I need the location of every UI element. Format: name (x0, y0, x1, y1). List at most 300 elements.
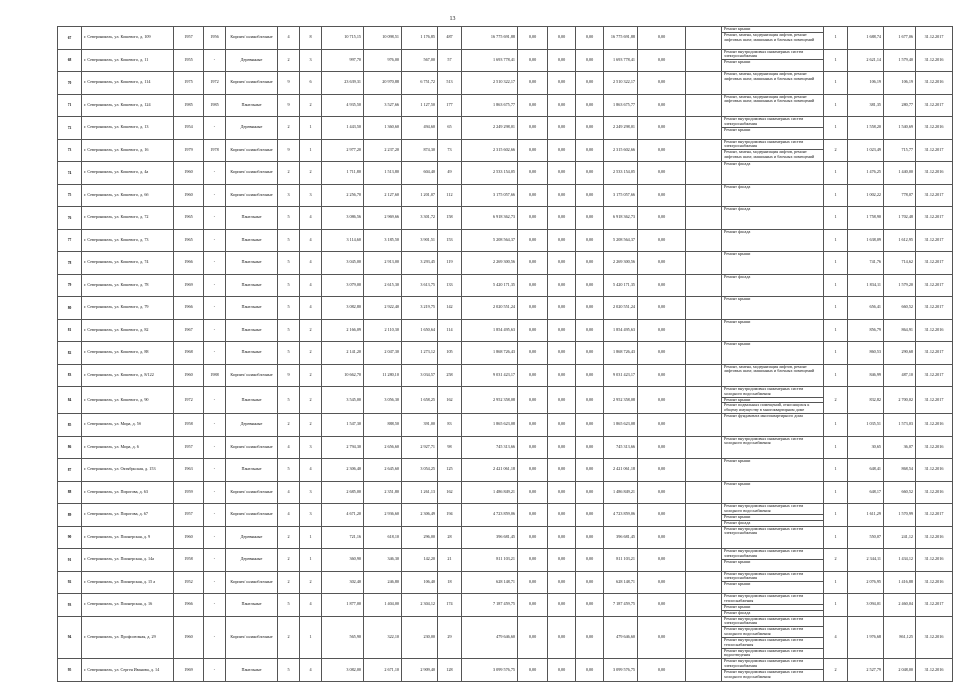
unit-cost-cell: 2 076,95 (848, 571, 884, 594)
cost-other-cell: 0,00 (638, 139, 686, 162)
living-area-cell: 2 645,60 (364, 459, 402, 482)
address-cell: г. Североникель, ул. Кошевого, д. 16 (82, 139, 174, 162)
year-commissioned-cell: 1978 (204, 139, 226, 162)
blank-cell (686, 481, 722, 504)
cost-municipal-cell: 0,00 (576, 364, 604, 387)
work-count-cell: 1 (824, 414, 848, 437)
residents-cell: 158 (438, 207, 462, 230)
common-area-cell: 3 219,75 (402, 297, 438, 320)
blank-cell (686, 27, 722, 50)
row-number-cell: 85 (58, 414, 82, 437)
cost-other-cell: 0,00 (638, 72, 686, 95)
wall-material-cell: Кирпич/ шлакоблочные (226, 364, 278, 387)
floors-cell: 5 (278, 342, 300, 365)
floors-cell: 5 (278, 274, 300, 297)
table-row (58, 252, 953, 275)
common-area-cell: 604,40 (402, 162, 438, 185)
unit-cost-cell: 2 527,79 (848, 659, 884, 682)
completion-date-cell: 31.12.2017 (916, 364, 953, 387)
work-type-item: Ремонт внутридомовых инженерных систем электроснабжения (722, 617, 823, 628)
work-type-item: Ремонт крыши (722, 27, 823, 33)
cost-total-cell: 2 249 298,01 (462, 117, 518, 140)
floors-cell: 5 (278, 229, 300, 252)
work-count-cell: 1 (824, 459, 848, 482)
cost-regional-cell: 0,00 (548, 387, 576, 414)
year-commissioned-cell: - (204, 252, 226, 275)
entrances-cell: 6 (300, 72, 322, 95)
residents-cell: 162 (438, 481, 462, 504)
living-area-cell: 1 404,00 (364, 594, 402, 617)
total-area-cell: 4 671,20 (322, 504, 364, 527)
work-count-cell: 1 (824, 526, 848, 549)
cost-other-cell: 0,00 (638, 459, 686, 482)
year-commissioned-cell: - (204, 526, 226, 549)
table-row (58, 414, 953, 437)
row-number-cell: 73 (58, 139, 82, 162)
total-area-cell: 2 685,00 (322, 481, 364, 504)
table-row (58, 481, 953, 504)
wall-material-cell: Деревянные (226, 549, 278, 572)
blank-cell (686, 117, 722, 140)
address-cell: г. Североникель, ул. Кошевого, д. 90 (82, 387, 174, 414)
unit-cost-limit-cell: 1 702,48 (884, 207, 916, 230)
entrances-cell: 3 (300, 184, 322, 207)
cost-total-cell: 3 099 576,75 (462, 659, 518, 682)
completion-date-cell: 31.12.2016 (916, 162, 953, 185)
cost-federal-cell: 0,00 (518, 207, 548, 230)
completion-date-cell: 31.12.2017 (916, 229, 953, 252)
blank-cell (686, 659, 722, 682)
row-number-cell: 94 (58, 616, 82, 659)
cost-owners-cell: 5 420 171,35 (604, 274, 638, 297)
living-area-cell: 888,50 (364, 414, 402, 437)
entrances-cell: 3 (300, 49, 322, 72)
work-type-item: Ремонт внутридомовых инженерных систем теплоснабжения (722, 594, 823, 605)
residents-cell: 119 (438, 252, 462, 275)
unit-cost-cell: 1 035,51 (848, 414, 884, 437)
work-types-cell (722, 207, 824, 230)
common-area-cell: 3 301,72 (402, 207, 438, 230)
cost-other-cell: 0,00 (638, 659, 686, 682)
unit-cost-cell: 656,41 (848, 297, 884, 320)
work-type-item: Ремонт крыши (724, 318, 751, 324)
entrances-cell: 1 (300, 549, 322, 572)
unit-cost-cell: 1 758,90 (848, 207, 884, 230)
row-number-cell: 87 (58, 459, 82, 482)
entrances-cell: 2 (300, 414, 322, 437)
cost-owners-cell: 7 187 459,75 (604, 594, 638, 617)
address-cell: г. Североникель, ул. Пионерская, д. 15 а (82, 571, 174, 594)
address-cell: г. Североникель, ул. Кошевого, д. 4а (82, 162, 174, 185)
year-built-cell: 1960 (174, 162, 204, 185)
cost-other-cell: 0,00 (638, 616, 686, 659)
wall-material-cell: Кирпич/ шлакоблочные (226, 72, 278, 95)
work-types-cell (722, 117, 824, 140)
work-types-cell (722, 504, 824, 527)
unit-cost-limit-cell: 1 440,00 (884, 162, 916, 185)
living-area-cell: 2 351,80 (364, 481, 402, 504)
living-area-cell: 20 970,88 (364, 72, 402, 95)
unit-cost-limit-cell: 714,62 (884, 252, 916, 275)
year-commissioned-cell: - (204, 342, 226, 365)
unit-cost-limit-cell: 778,07 (884, 184, 916, 207)
year-built-cell: 1960 (174, 184, 204, 207)
address-cell: г. Североникель, ул. Октябрьская, д. 153 (82, 459, 174, 482)
residents-cell: 73 (438, 139, 462, 162)
year-commissioned-cell: - (204, 571, 226, 594)
floors-cell: 4 (278, 504, 300, 527)
cost-other-cell: 0,00 (638, 504, 686, 527)
cost-other-cell: 0,00 (638, 481, 686, 504)
work-type-item: Ремонт внутридомовых инженерных систем электроснабжения (722, 549, 823, 560)
cost-federal-cell: 0,00 (518, 526, 548, 549)
year-commissioned-cell: - (204, 481, 226, 504)
work-count-cell: 1 (824, 94, 848, 117)
unit-cost-limit-cell: 864,91 (884, 319, 916, 342)
cost-federal-cell: 0,00 (518, 549, 548, 572)
year-built-cell: 1954 (174, 117, 204, 140)
cost-owners-cell: 2 020 551,24 (604, 297, 638, 320)
wall-material-cell: Панельные (226, 94, 278, 117)
work-type-item: Ремонт внутридомовых инженерных систем холодного водоснабжения (724, 668, 804, 679)
common-area-cell: 2 306,49 (402, 504, 438, 527)
common-area-cell: 1 273,12 (402, 342, 438, 365)
floors-cell: 2 (278, 571, 300, 594)
cost-other-cell: 0,00 (638, 342, 686, 365)
year-commissioned-cell: - (204, 49, 226, 72)
work-type-item: Ремонт фасада (724, 228, 751, 234)
floors-cell: 4 (278, 27, 300, 50)
work-types-cell (722, 297, 824, 320)
work-types-cell (722, 387, 824, 414)
cost-other-cell: 0,00 (638, 319, 686, 342)
common-area-cell: 1 127,50 (402, 94, 438, 117)
cost-other-cell: 0,00 (638, 162, 686, 185)
cost-regional-cell: 0,00 (548, 49, 576, 72)
row-number-cell: 91 (58, 549, 82, 572)
address-cell: г. Североникель, ул. Сергея Иванова, д. 14 (82, 659, 174, 682)
wall-material-cell: Панельные (226, 297, 278, 320)
year-commissioned-cell: - (204, 274, 226, 297)
living-area-cell: 11 280,10 (364, 364, 402, 387)
cost-federal-cell: 0,00 (518, 364, 548, 387)
residents-cell: 162 (438, 387, 462, 414)
row-number-cell: 72 (58, 117, 82, 140)
work-types-cell (722, 526, 824, 549)
work-types-cell (722, 414, 824, 437)
year-commissioned-cell: - (204, 297, 226, 320)
table-row (58, 297, 953, 320)
work-types-cell (722, 229, 824, 252)
work-types-cell (722, 139, 824, 162)
year-commissioned-cell: - (204, 616, 226, 659)
table-row (58, 27, 953, 50)
cost-owners-cell: 6 918 362,73 (604, 207, 638, 230)
year-built-cell: 1960 (174, 364, 204, 387)
cost-total-cell: 2 421 061,18 (462, 459, 518, 482)
entrances-cell: 2 (300, 387, 322, 414)
row-number-cell: 68 (58, 49, 82, 72)
entrances-cell: 4 (300, 207, 322, 230)
cost-municipal-cell: 0,00 (576, 459, 604, 482)
table-row (58, 162, 953, 185)
cost-federal-cell: 0,00 (518, 94, 548, 117)
cost-total-cell: 1 868 726,43 (462, 342, 518, 365)
work-type-item: Ремонт крыши (724, 59, 751, 65)
cost-municipal-cell: 0,00 (576, 117, 604, 140)
cost-regional-cell: 0,00 (548, 342, 576, 365)
work-type-item: Ремонт крыши (724, 296, 751, 301)
address-cell: г. Североникель, ул. Кошевого, д. 78 (82, 274, 174, 297)
year-built-cell: 1969 (174, 659, 204, 682)
cost-regional-cell: 0,00 (548, 162, 576, 185)
row-number-cell: 81 (58, 319, 82, 342)
residents-cell: 114 (438, 319, 462, 342)
cost-total-cell: 479 646,60 (462, 616, 518, 659)
cost-other-cell: 0,00 (638, 207, 686, 230)
total-area-cell: 2 977,20 (322, 139, 364, 162)
wall-material-cell: Деревянные (226, 526, 278, 549)
unit-cost-cell: 648,41 (848, 459, 884, 482)
residents-cell: 29 (438, 616, 462, 659)
total-area-cell: 3 114,60 (322, 229, 364, 252)
floors-cell: 2 (278, 162, 300, 185)
table-row (58, 594, 953, 617)
work-type-item: Ремонт крыши (724, 480, 751, 486)
cost-total-cell: 2 020 551,24 (462, 297, 518, 320)
row-number-cell: 80 (58, 297, 82, 320)
cost-other-cell: 0,00 (638, 387, 686, 414)
row-number-cell: 88 (58, 481, 82, 504)
cost-municipal-cell: 0,00 (576, 139, 604, 162)
unit-cost-limit-cell: 1 573,03 (884, 414, 916, 437)
work-type-item: Ремонт, замена, модернизация лифтов, ремонт лифтовых шахт, машинных и блочных помещений (724, 71, 815, 81)
cost-municipal-cell: 0,00 (576, 207, 604, 230)
unit-cost-limit-cell: 660,52 (884, 297, 916, 320)
completion-date-cell: 31.12.2017 (916, 27, 953, 50)
year-commissioned-cell: - (204, 207, 226, 230)
work-count-cell: 1 (824, 72, 848, 95)
unit-cost-cell: 1 638,09 (848, 229, 884, 252)
year-commissioned-cell: 1985 (204, 94, 226, 117)
residents-cell: 174 (438, 594, 462, 617)
work-count-cell: 1 (824, 117, 848, 140)
entrances-cell: 4 (300, 594, 322, 617)
completion-date-cell: 31.12.2017 (916, 252, 953, 275)
cost-owners-cell: 628 148,71 (604, 571, 638, 594)
residents-cell: 177 (438, 94, 462, 117)
cost-regional-cell: 0,00 (548, 526, 576, 549)
completion-date-cell: 31.12.2017 (916, 297, 953, 320)
year-commissioned-cell: - (204, 504, 226, 527)
total-area-cell: 2 166,09 (322, 319, 364, 342)
completion-date-cell: 31.12.2016 (916, 459, 953, 482)
unit-cost-limit-cell: 1 434,12 (884, 549, 916, 572)
wall-material-cell: Кирпич/ шлакоблочные (226, 481, 278, 504)
completion-date-cell: 31.12.2017 (916, 504, 953, 527)
year-commissioned-cell: - (204, 229, 226, 252)
year-built-cell: 1965 (174, 207, 204, 230)
cost-owners-cell: 1 868 726,43 (604, 342, 638, 365)
row-number-cell: 78 (58, 252, 82, 275)
cost-owners-cell: 4 723 859,06 (604, 504, 638, 527)
cost-total-cell: 16 775 691,88 (462, 27, 518, 50)
common-area-cell: 296,00 (402, 526, 438, 549)
residents-cell: 487 (438, 27, 462, 50)
row-number-cell: 84 (58, 387, 82, 414)
living-area-cell: 2 047,30 (364, 342, 402, 365)
common-area-cell: 3 054,25 (402, 459, 438, 482)
cost-total-cell: 745 313,66 (462, 436, 518, 459)
completion-date-cell: 31.12.2017 (916, 139, 953, 162)
cost-total-cell: 5 420 171,35 (462, 274, 518, 297)
common-area-cell: 142,20 (402, 549, 438, 572)
work-type-item: Ремонт фасада (724, 183, 751, 189)
cost-owners-cell: 2 315 602,66 (604, 139, 638, 162)
living-area-cell: 2 913,00 (364, 252, 402, 275)
unit-cost-limit-cell: 1 540,69 (884, 117, 916, 140)
floors-cell: 2 (278, 526, 300, 549)
work-type-item: Ремонт крыши (724, 251, 751, 256)
year-built-cell: 1957 (174, 27, 204, 50)
address-cell: г. Североникель, ул. Кошевого, д. 73 (82, 229, 174, 252)
cost-total-cell: 396 681,45 (462, 526, 518, 549)
work-count-cell: 1 (824, 436, 848, 459)
year-built-cell: 1958 (174, 414, 204, 437)
work-types-cell (722, 616, 824, 659)
floors-cell: 5 (278, 659, 300, 682)
cost-federal-cell: 0,00 (518, 274, 548, 297)
cost-other-cell: 0,00 (638, 27, 686, 50)
cost-federal-cell: 0,00 (518, 229, 548, 252)
cost-federal-cell: 0,00 (518, 594, 548, 617)
work-type-item: Ремонт крыши (724, 458, 751, 464)
year-commissioned-cell: 1972 (204, 72, 226, 95)
capital-repair-table (57, 26, 953, 682)
residents-cell: 28 (438, 526, 462, 549)
table-row (58, 139, 953, 162)
blank-cell (686, 387, 722, 414)
cost-federal-cell: 0,00 (518, 481, 548, 504)
wall-material-cell: Панельные (226, 229, 278, 252)
cost-total-cell: 2 952 358,08 (462, 387, 518, 414)
living-area-cell: 1 360,60 (364, 117, 402, 140)
work-type-item: Ремонт, замена, модернизация лифтов, ремонт лифтовых шахт, машинных и блочных помещений (724, 363, 815, 374)
cost-federal-cell: 0,00 (518, 436, 548, 459)
floors-cell: 5 (278, 459, 300, 482)
work-types-cell (722, 594, 824, 617)
unit-cost-limit-cell: 1 570,99 (884, 504, 916, 527)
total-area-cell: 3 082,80 (322, 297, 364, 320)
address-cell: г. Североникель, ул. Кошевого, д. 11 (82, 49, 174, 72)
work-types-cell (722, 94, 824, 117)
cost-federal-cell: 0,00 (518, 319, 548, 342)
cost-municipal-cell: 0,00 (576, 297, 604, 320)
total-area-cell: 721,16 (322, 526, 364, 549)
cost-regional-cell: 0,00 (548, 481, 576, 504)
work-type-item: Ремонт внутридомовых инженерных систем электроснабжения (722, 117, 823, 128)
residents-cell: 153 (438, 229, 462, 252)
wall-material-cell: Панельные (226, 459, 278, 482)
work-type-item: Ремонт внутридомовых инженерных систем электроснабжения (722, 140, 823, 151)
blank-cell (686, 297, 722, 320)
total-area-cell: 997,70 (322, 49, 364, 72)
cost-owners-cell: 811 103,21 (604, 549, 638, 572)
unit-cost-limit-cell: 660,52 (884, 481, 916, 504)
blank-cell (686, 342, 722, 365)
unit-cost-limit-cell: 1 677,06 (884, 27, 916, 50)
wall-material-cell: Панельные (226, 342, 278, 365)
common-area-cell: 1 176,85 (402, 27, 438, 50)
work-count-cell: 1 (824, 594, 848, 617)
cost-owners-cell: 2 510 322,17 (604, 72, 638, 95)
work-types-cell (722, 364, 824, 387)
unit-cost-limit-cell: 868,54 (884, 459, 916, 482)
address-cell: г. Североникель, ул. Кошевого, д. 6б (82, 184, 174, 207)
common-area-cell: 106,40 (402, 571, 438, 594)
unit-cost-cell: 860,53 (848, 342, 884, 365)
table-row (58, 436, 953, 459)
entrances-cell: 8 (300, 27, 322, 50)
row-number-cell: 89 (58, 504, 82, 527)
unit-cost-limit-cell: 1 416,88 (884, 571, 916, 594)
cost-municipal-cell: 0,00 (576, 184, 604, 207)
cost-regional-cell: 0,00 (548, 94, 576, 117)
year-built-cell: 1960 (174, 616, 204, 659)
cost-other-cell: 0,00 (638, 274, 686, 297)
cost-owners-cell: 3 099 576,75 (604, 659, 638, 682)
floors-cell: 9 (278, 72, 300, 95)
cost-owners-cell: 5 208 564,37 (604, 229, 638, 252)
blank-cell (686, 616, 722, 659)
floors-cell: 5 (278, 387, 300, 414)
cost-total-cell: 628 148,71 (462, 571, 518, 594)
entrances-cell: 4 (300, 659, 322, 682)
cost-regional-cell: 0,00 (548, 549, 576, 572)
cost-municipal-cell: 0,00 (576, 414, 604, 437)
cost-municipal-cell: 0,00 (576, 659, 604, 682)
completion-date-cell: 31.12.2016 (916, 481, 953, 504)
cost-other-cell: 0,00 (638, 414, 686, 437)
year-built-cell: 1957 (174, 504, 204, 527)
address-cell: г. Североникель, ул. Кошевого, д. 114 (82, 72, 174, 95)
cost-federal-cell: 0,00 (518, 459, 548, 482)
residents-cell: 57 (438, 49, 462, 72)
cost-owners-cell: 1 854 495,63 (604, 319, 638, 342)
cost-federal-cell: 0,00 (518, 27, 548, 50)
work-types-cell (722, 252, 824, 275)
entrances-cell: 4 (300, 297, 322, 320)
work-type-item: Ремонт фасада (724, 273, 751, 279)
work-count-cell: 1 (824, 162, 848, 185)
living-area-cell: 2 922,40 (364, 297, 402, 320)
cost-municipal-cell: 0,00 (576, 27, 604, 50)
work-types-cell (722, 184, 824, 207)
cost-owners-cell: 2 269 300,56 (604, 252, 638, 275)
blank-cell (686, 594, 722, 617)
work-types-cell (722, 162, 824, 185)
total-area-cell: 1 443,50 (322, 117, 364, 140)
total-area-cell: 10 662,70 (322, 364, 364, 387)
living-area-cell: 2 969,66 (364, 207, 402, 230)
year-built-cell: 1955 (174, 49, 204, 72)
unit-cost-cell: 741,76 (848, 252, 884, 275)
entrances-cell: 3 (300, 504, 322, 527)
work-types-cell (722, 27, 824, 50)
common-area-cell: 2 304,12 (402, 594, 438, 617)
residents-cell: 21 (438, 549, 462, 572)
cost-municipal-cell: 0,00 (576, 526, 604, 549)
